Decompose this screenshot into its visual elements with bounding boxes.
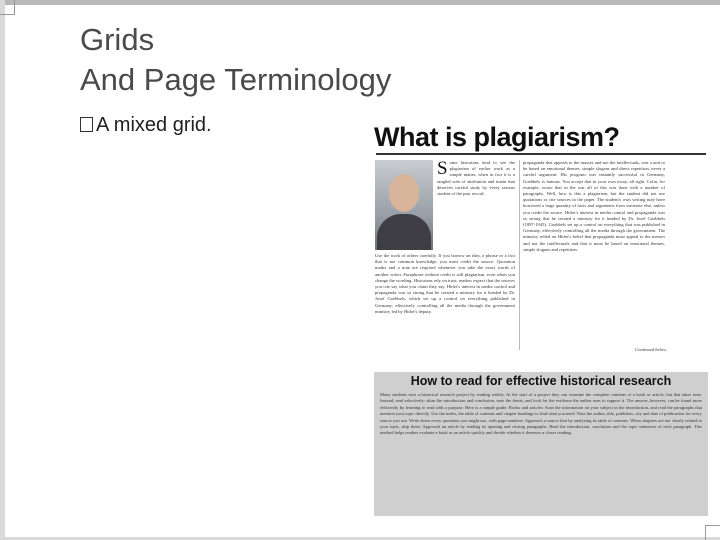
magazine-headline: What is plagiarism?: [374, 122, 620, 152]
slide-title: [80, 20, 680, 100]
bullet-item: [80, 114, 212, 137]
sidebar-box: [374, 372, 708, 516]
checkbox-bullet-icon: [80, 117, 93, 132]
headline-rule: [376, 153, 706, 155]
sidebar-title: How to read for effective historical research: [410, 374, 672, 388]
slide-frame-left: [0, 0, 5, 540]
continued-note: Continued below: [635, 347, 667, 352]
corner-decoration-bottom: [705, 525, 720, 540]
slide-title-line-1: Grids: [80, 22, 155, 57]
article-column-2: propaganda that appeals to the masses and not the intellectuals, was a unit to be based on emotional themes, simple slogans and direct repetition, never a careful argument. His program was instantly successful in Germany, Goebbels is famous. You accept that in your own essay, all right. Colin, for example, wrote that in the war all of this was done with a number of paragraphs. Well, how is this a plagiarism, but the student did not use quotations or cite sources in the paper. The student's own writing may have borrowed a large quantity of facts and arguments from someone else, unless you credit the source. Hitler's interest in media control and propaganda was so strong that he created a ministry for it headed by Dr. Josef Goebbels (1897-1945). Goebbels set up a control on everything that was published in Germany, effectively controlling all the media through the government. The ministry relied on Hitler's belief that propaganda must appeal to the masses and not the intellectuals and that it must be based on emotional themes, simple slogans and repetition.: [523, 160, 665, 252]
sidebar-body: Many students start a historical research project by reading widely. At the start of a project they can examine the complete contents of a book or article, but that takes time. Instead, read selectively: skim the introduction and conclusion, note the thesis, and look for the evidence the author uses to support it. The answer, however, can be found more efficiently by learning to read with a purpose. Here is a simple guide. Books and articles: Scan the information on your subject in the introduction, and read the paragraphs that mention your topic directly. Use the index, the table of contents and chapter headings to find what you need. Note the author, title, publisher, city and date of publication for every source you use. Write down every quotation you might use, with page numbers. Approach a source first by analyzing its table of contents. When chapters are not clearly related to your topic, skip them. Approach an article by reading its opening and closing paragraphs. Read the introduction, conclusion and the topic sentences of each paragraph. This method helps readers evaluate a book or an article quickly and decide whether it deserves a closer reading.: [380, 392, 702, 436]
article-column-1: Use the work of others carefully. If you borrow an idea, a phrase or a fact that is not common knowledge, you must credit the source. Quotation marks and a note are required whenever you take the exact words of another writer. Paraphrase without credit is still plagiarism, even when you change the wording. Historians rely on trust; readers expect that the sources you cite say what you claim they say. Hitler's interest in media control and propaganda was so strong that he created a ministry for it headed by Dr. Josef Goebbels, which set up a control on everything published in Germany, effectively controlling all the media through the government ministry led by Hitler's deputy.: [375, 253, 515, 314]
article-column-intro: Some historians tend to see the plagiarism of earlier work as a simple matter, when in fact it is a tangled web of attribution and intent that deserves careful study by every serious student of the past record.: [437, 160, 515, 197]
column-divider: [519, 160, 520, 350]
corner-decoration: [0, 0, 15, 15]
slide-title-line-2: And Page Terminology: [80, 62, 392, 97]
bullet-text: A mixed grid.: [96, 114, 212, 136]
author-photo: [375, 160, 433, 250]
magazine-page-image: [370, 122, 713, 520]
slide-frame-top: [0, 0, 720, 5]
